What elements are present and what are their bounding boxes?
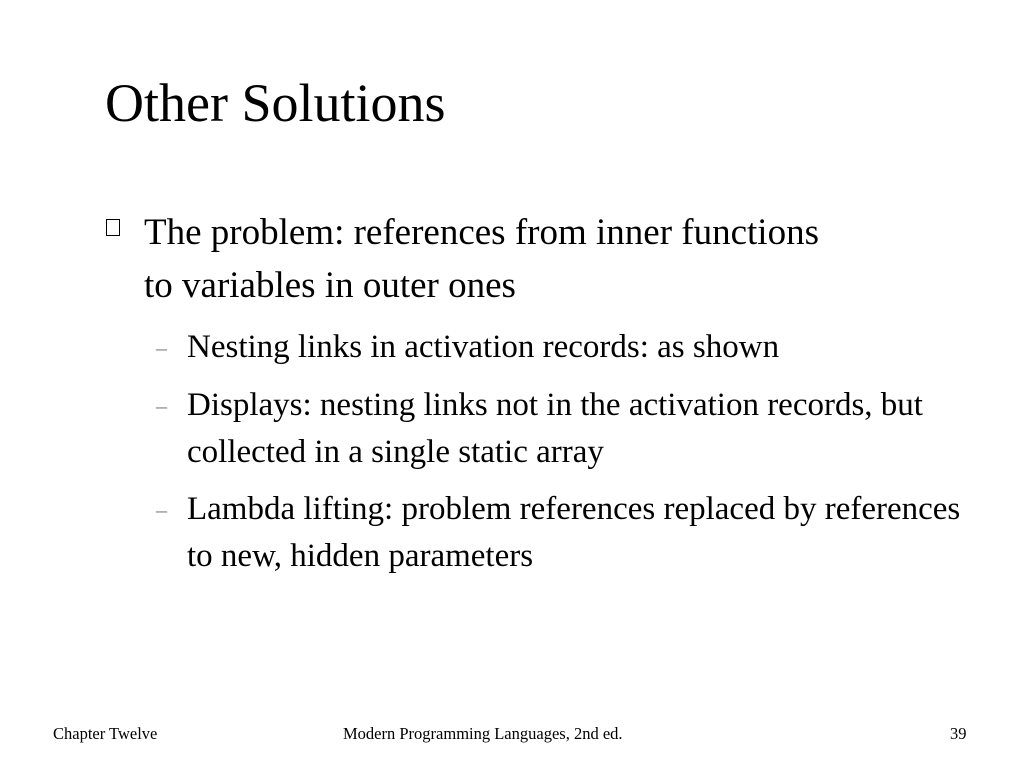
bullet-text: The problem: references from inner functions to variables in outer ones [144,212,819,306]
square-bullet-icon [106,219,120,236]
slide-title: Other Solutions [105,73,446,133]
footer-page-number: 39 [950,724,967,743]
footer-chapter: Chapter Twelve [53,724,158,743]
dash-bullet-icon: – [156,335,167,360]
dash-bullet-icon: – [156,497,167,522]
footer-book-title: Modern Programming Languages, 2nd ed. [343,724,623,743]
sub-bullet-text: Nesting links in activation records: as shown [187,329,780,365]
sub-bullet-text: Lambda lifting: problem references replaced by references to new, hidden parameters [187,491,961,574]
sub-bullet-text: Displays: nesting links not in the activation records, but collected in a single static array [187,387,923,470]
dash-bullet-icon: – [156,393,167,418]
